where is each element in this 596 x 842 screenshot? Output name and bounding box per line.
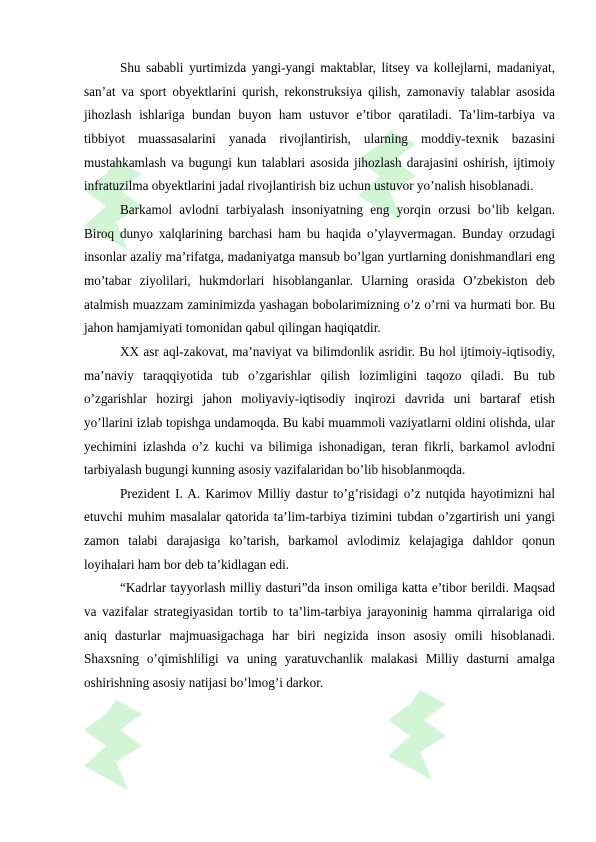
paragraph: XX asr aql-zakovat, ma’naviyat va bilimdonlik asridir. Bu hol ijtimoiy-iqtisodiy, ma’naviy taraqqiyotida tub o’zgarishlar qilish lozimligini taqozo qiladi. Bu tub o’zgarishlar hozirgi jahon moliyaviy-iqtisodiy inqirozi davrida uni bartaraf etish yo’llarini izlab topishga undamoqda. Bu kabi muammoli vaziyatlarni oldini olishda, ular yechimini izlashda o’z kuchi va bilimiga ishonadigan, teran fikrli, barkamol avlodni tarbiyalash bugungi kunning asosiy vazifalaridan bo’lib hisoblanmoqda. [84, 343, 555, 478]
paragraph: “Kadrlar tayyorlash milliy dasturi”da inson omiliga katta e’tibor berildi. Maqsad va vazifalar strategiyasidan tortib to ta’lim-tarbiya jarayoninig hamma qirralariga oid aniq dasturlar majmuasigachaga har biri negizida inson asosiy omili hisoblanadi. Shaxsning o’qimishliligi va uning yaratuvchanlik malakasi Milliy dasturni amalga oshirishning asosiy natijasi bo’lmog’i darkor. [84, 580, 555, 691]
paragraph: Shu sababli yurtimizda yangi-yangi maktablar, litsey va kollejlarni, madaniyat, san’at va sport obyektlarini qurish, rekonstruksiya qilish, zamonaviy talablar asosida jihozlash ishlariga bundan buyon ham ustuvor e’tibor qaratiladi. Ta’lim-tarbiya va tibbiyot muassasalarini yanada rivojlantirish, ularning moddiy-texnik bazasini mustahkamlash va bugungi kun talablari asosida jihozlash darajasini oshirish, ijtimoiy infratuzilma obyektlarini jadal rivojlantirish biz uchun ustuvor yo’nalish hisoblanadi. [84, 60, 555, 194]
document-body [84, 56, 555, 695]
watermark-icon [76, 700, 146, 790]
paragraph: Barkamol avlodni tarbiyalash insoniyatning eng yorqin orzusi bo’lib kelgan. Biroq dunyo xalqlarining barchasi ham bu haqida o’ylayvermagan. Bunday orzudagi insonlar azaliy ma’rifatga, madaniyatga mansub bo’lgan yurtlarning donishmandlari eng mo’tabar ziyolilari, hukmdorlari hisoblanganlar. Ularning orasida O’zbekiston deb atalmish muazzam zaminimizda yashagan bobolarimizning o’z o’rni va hurmati bor. Bu jahon hamjamiyati tomonidan qabul qilingan haqiqatdir. [84, 201, 555, 336]
paragraph: Prezident I. A. Karimov Milliy dastur to’g’risidagi o’z nutqida hayotimizni hal etuvchi muhim masalalar qatorida ta’lim-tarbiya tizimini tubdan o’zgartirish uni yangi zamon talabi darajasiga ko’tarish, barkamol avlodimiz kelajagiga dahldor qonun loyihalari ham bor deb ta’kidlagan edi. [84, 485, 555, 572]
watermark-icon [380, 690, 450, 780]
